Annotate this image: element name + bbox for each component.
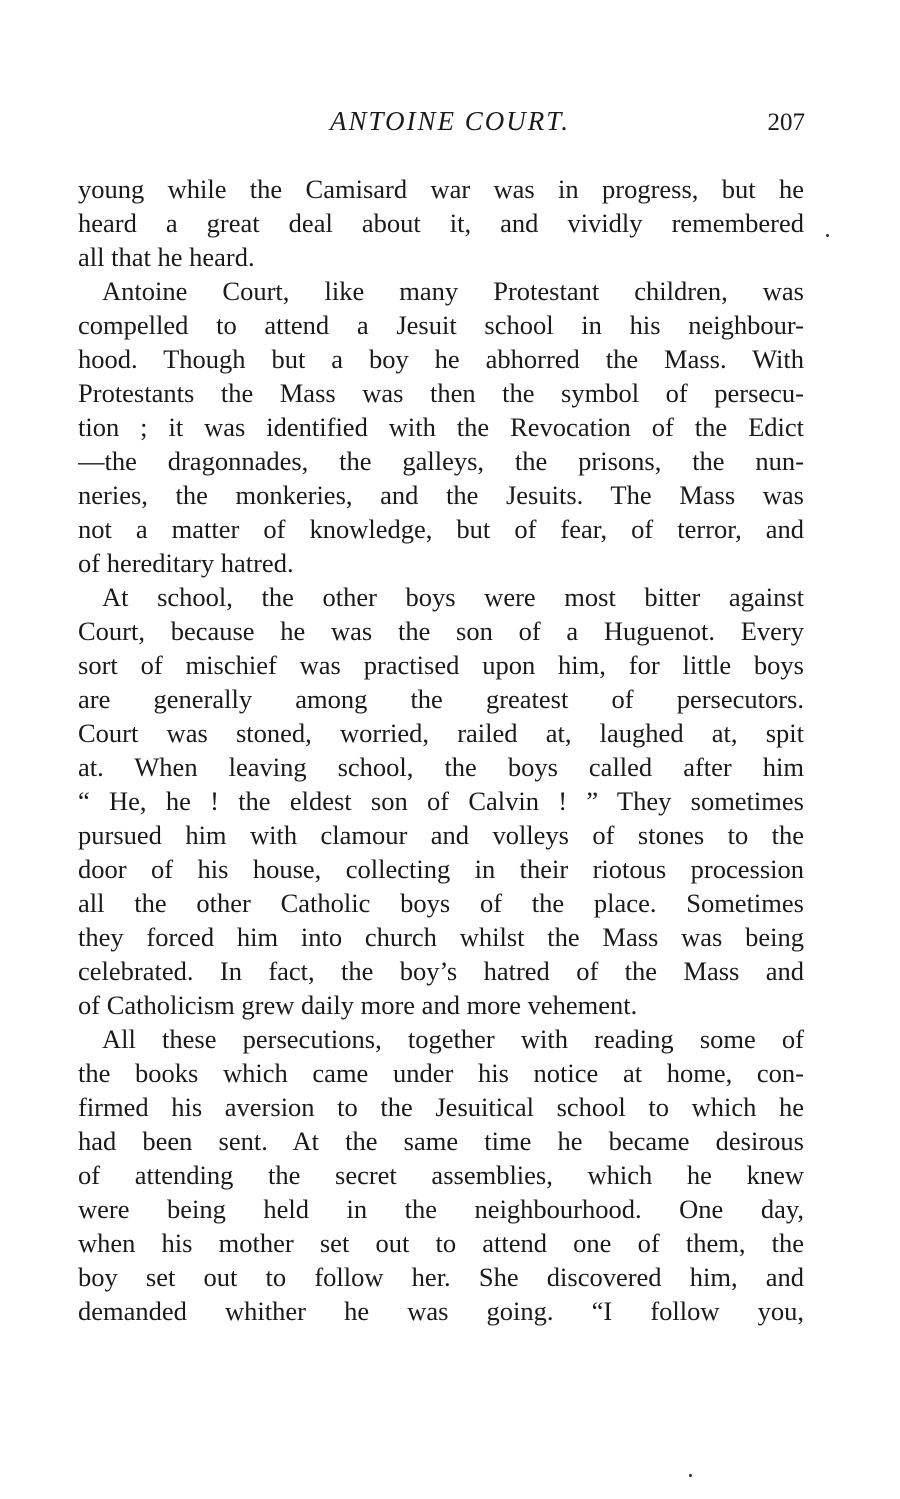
- text-line: not a matter of knowledge, but of fear, of terror, and: [78, 514, 804, 544]
- print-speck: [689, 1474, 692, 1477]
- text-line: when his mother set out to attend one of them, the: [78, 1228, 804, 1258]
- text-line: —the dragonnades, the galleys, the prisons, the nun-: [78, 446, 804, 476]
- text-line: neries, the monkeries, and the Jesuits. The Mass was: [78, 480, 804, 510]
- text-line: were being held in the neighbourhood. One day,: [78, 1194, 804, 1224]
- text-line: heard a great deal about it, and vividly remembered: [78, 208, 804, 238]
- text-line: they forced him into church whilst the Mass was being: [78, 922, 804, 952]
- text-line: compelled to attend a Jesuit school in his neighbour-: [78, 310, 804, 340]
- text-line: are generally among the greatest of persecutors.: [78, 684, 804, 714]
- text-line: tion ; it was identified with the Revocation of the Edict: [78, 412, 804, 442]
- print-speck: [826, 234, 829, 237]
- text-line: Protestants the Mass was then the symbol of persecu-: [78, 378, 804, 408]
- text-line: Court, because he was the son of a Huguenot. Every: [78, 616, 804, 646]
- body-text: [78, 172, 804, 1328]
- text-line: “ He, he ! the eldest son of Calvin ! ” They sometimes: [78, 786, 804, 816]
- text-line: firmed his aversion to the Jesuitical school to which he: [78, 1092, 804, 1122]
- text-line: boy set out to follow her. She discovered him, and: [78, 1262, 804, 1292]
- text-line: Antoine Court, like many Protestant children, was: [102, 276, 804, 306]
- text-line: All these persecutions, together with reading some of: [102, 1024, 804, 1054]
- text-line: Court was stoned, worried, railed at, laughed at, spit: [78, 718, 804, 748]
- text-line: of Catholicism grew daily more and more vehement.: [78, 990, 638, 1020]
- text-line: celebrated. In fact, the boy’s hatred of the Mass and: [78, 956, 804, 986]
- text-line: had been sent. At the same time he became desirous: [78, 1126, 804, 1156]
- text-line: of hereditary hatred.: [78, 548, 294, 578]
- text-line: demanded whither he was going. “I follow you,: [78, 1296, 804, 1326]
- text-line: young while the Camisard war was in progress, but he: [78, 174, 804, 204]
- text-line: sort of mischief was practised upon him, for little boys: [78, 650, 804, 680]
- text-line: of attending the secret assemblies, which he knew: [78, 1160, 804, 1190]
- text-line: all the other Catholic boys of the place. Sometimes: [78, 888, 804, 918]
- page-number: 207: [767, 109, 805, 136]
- text-line: door of his house, collecting in their riotous procession: [78, 854, 804, 884]
- text-line: the books which came under his notice at home, con-: [78, 1058, 804, 1088]
- text-line: pursued him with clamour and volleys of stones to the: [78, 820, 804, 850]
- text-line: hood. Though but a boy he abhorred the Mass. With: [78, 344, 804, 374]
- text-line: At school, the other boys were most bitter against: [102, 582, 804, 612]
- running-title: ANTOINE COURT.: [329, 106, 571, 136]
- text-line: at. When leaving school, the boys called after him: [78, 752, 804, 782]
- text-line: all that he heard.: [78, 242, 255, 272]
